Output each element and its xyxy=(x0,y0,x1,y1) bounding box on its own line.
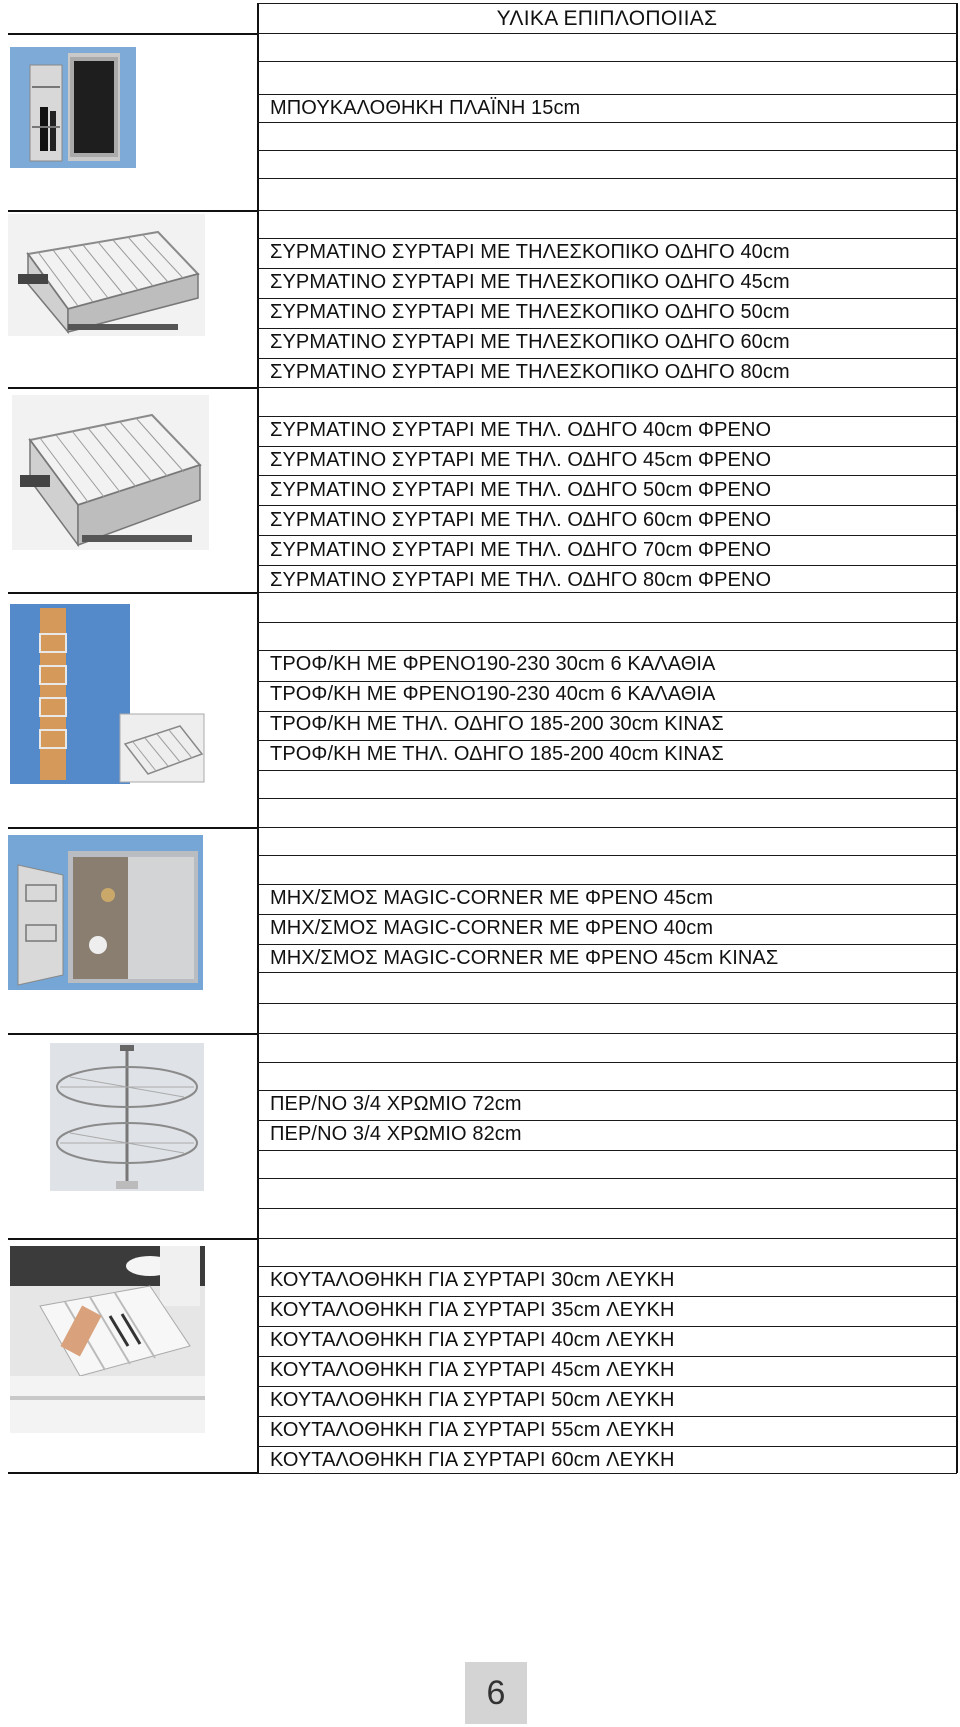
row-rule xyxy=(257,827,957,828)
product-item: ΣΥΡΜΑΤΙΝΟ ΣΥΡΤΑΡΙ ΜΕ ΤΗΛ. ΟΔΗΓΟ 40cm ΦΡΕΝΟ xyxy=(270,419,772,441)
row-rule xyxy=(257,1178,957,1179)
row-rule xyxy=(257,122,957,123)
product-item: ΣΥΡΜΑΤΙΝΟ ΣΥΡΤΑΡΙ ΜΕ ΤΗΛ. ΟΔΗΓΟ 45cm ΦΡΕΝΟ xyxy=(270,449,772,471)
row-rule xyxy=(257,855,957,856)
product-item: ΜΗΧ/ΣΜΟΣ MAGIC-CORNER ΜΕ ΦΡΕΝΟ 40cm xyxy=(270,917,714,939)
product-item: ΣΥΡΜΑΤΙΝΟ ΣΥΡΤΑΡΙ ΜΕ ΤΗΛΕΣΚΟΠΙΚΟ ΟΔΗΓΟ 50cm xyxy=(270,301,790,323)
section-divider xyxy=(8,387,258,389)
product-item: ΚΟΥΤΑΛΟΘΗΚΗ ΓΙΑ ΣΥΡΤΑΡΙ 45cm ΛΕΥΚΗ xyxy=(270,1359,675,1381)
product-item: ΣΥΡΜΑΤΙΝΟ ΣΥΡΤΑΡΙ ΜΕ ΤΗΛΕΣΚΟΠΙΚΟ ΟΔΗΓΟ 80cm xyxy=(270,361,790,383)
product-item: ΠΕΡ/ΝΟ 3/4 ΧΡΩΜΙΟ 72cm xyxy=(270,1093,522,1115)
product-item: ΣΥΡΜΑΤΙΝΟ ΣΥΡΤΑΡΙ ΜΕ ΤΗΛ. ΟΔΗΓΟ 60cm ΦΡΕΝΟ xyxy=(270,509,772,531)
product-item: ΣΥΡΜΑΤΙΝΟ ΣΥΡΤΑΡΙ ΜΕ ΤΗΛ. ΟΔΗΓΟ 80cm ΦΡΕΝΟ xyxy=(270,569,772,591)
row-rule xyxy=(257,178,957,179)
product-item: ΚΟΥΤΑΛΟΘΗΚΗ ΓΙΑ ΣΥΡΤΑΡΙ 60cm ΛΕΥΚΗ xyxy=(270,1449,675,1471)
row-rule xyxy=(257,1003,957,1004)
product-item: ΤΡΟΦ/ΚΗ ΜΕ ΤΗΛ. ΟΔΗΓΟ 185-200 30cm ΚΙΝΑΣ xyxy=(270,713,724,735)
wire-drawer-brake-photo xyxy=(12,395,209,550)
row-rule xyxy=(257,387,957,388)
table-border xyxy=(257,33,957,34)
product-item: ΜΗΧ/ΣΜΟΣ MAGIC-CORNER ΜΕ ΦΡΕΝΟ 45cm xyxy=(270,887,714,909)
product-item: ΣΥΡΜΑΤΙΝΟ ΣΥΡΤΑΡΙ ΜΕ ΤΗΛ. ΟΔΗΓΟ 50cm ΦΡΕΝΟ xyxy=(270,479,772,501)
section-divider xyxy=(8,1033,258,1035)
row-rule xyxy=(257,150,957,151)
section-divider xyxy=(8,33,258,35)
row-rule xyxy=(257,1208,957,1209)
product-item: ΣΥΡΜΑΤΙΝΟ ΣΥΡΤΑΡΙ ΜΕ ΤΗΛΕΣΚΟΠΙΚΟ ΟΔΗΓΟ 60cm xyxy=(270,331,790,353)
product-item: ΜΠΟΥΚΑΛΟΘΗΚΗ ΠΛΑΪΝΗ 15cm xyxy=(270,97,581,119)
section-divider xyxy=(8,592,258,594)
row-rule xyxy=(257,798,957,799)
product-item: ΤΡΟΦ/ΚΗ ΜΕ ΦΡΕΝΟ190-230 30cm 6 ΚΑΛΑΘΙΑ xyxy=(270,653,716,675)
product-item: ΜΗΧ/ΣΜΟΣ MAGIC-CORNER ΜΕ ΦΡΕΝΟ 45cm ΚΙΝΑΣ xyxy=(270,947,779,969)
row-rule xyxy=(257,1238,957,1239)
side-bottle-rack-photo xyxy=(10,47,136,168)
pantry-unit-photo xyxy=(10,604,205,784)
product-item: ΠΕΡ/ΝΟ 3/4 ΧΡΩΜΙΟ 82cm xyxy=(270,1123,522,1145)
section-divider xyxy=(8,210,258,212)
carousel-photo xyxy=(50,1043,204,1191)
row-rule xyxy=(257,210,957,211)
product-item: ΚΟΥΤΑΛΟΘΗΚΗ ΓΙΑ ΣΥΡΤΑΡΙ 40cm ΛΕΥΚΗ xyxy=(270,1329,675,1351)
magic-corner-photo xyxy=(8,835,203,990)
product-item: ΤΡΟΦ/ΚΗ ΜΕ ΤΗΛ. ΟΔΗΓΟ 185-200 40cm ΚΙΝΑΣ xyxy=(270,743,724,765)
page-title: ΥΛΙΚΑ ΕΠΙΠΛΟΠΟΙΙΑΣ xyxy=(496,7,718,30)
page-number: 6 xyxy=(465,1662,527,1724)
product-item: ΚΟΥΤΑΛΟΘΗΚΗ ΓΙΑ ΣΥΡΤΑΡΙ 35cm ΛΕΥΚΗ xyxy=(270,1299,675,1321)
row-rule xyxy=(257,622,957,623)
row-rule xyxy=(257,1150,957,1151)
row-rule xyxy=(257,770,957,771)
section-divider xyxy=(8,827,258,829)
product-item: ΚΟΥΤΑΛΟΘΗΚΗ ΓΙΑ ΣΥΡΤΑΡΙ 55cm ΛΕΥΚΗ xyxy=(270,1419,675,1441)
product-item: ΚΟΥΤΑΛΟΘΗΚΗ ΓΙΑ ΣΥΡΤΑΡΙ 30cm ΛΕΥΚΗ xyxy=(270,1269,675,1291)
product-item: ΣΥΡΜΑΤΙΝΟ ΣΥΡΤΑΡΙ ΜΕ ΤΗΛΕΣΚΟΠΙΚΟ ΟΔΗΓΟ 45cm xyxy=(270,271,790,293)
wire-drawer-photo xyxy=(8,214,205,336)
row-rule xyxy=(257,972,957,973)
row-rule xyxy=(257,61,957,62)
table-left-border xyxy=(257,3,259,1473)
section-divider xyxy=(8,1238,258,1240)
table-right-border xyxy=(956,3,958,1473)
section-divider xyxy=(8,1472,258,1474)
product-item: ΤΡΟΦ/ΚΗ ΜΕ ΦΡΕΝΟ190-230 40cm 6 ΚΑΛΑΘΙΑ xyxy=(270,683,716,705)
product-item: ΣΥΡΜΑΤΙΝΟ ΣΥΡΤΑΡΙ ΜΕ ΤΗΛΕΣΚΟΠΙΚΟ ΟΔΗΓΟ 40cm xyxy=(270,241,790,263)
row-rule xyxy=(257,1033,957,1034)
row-rule xyxy=(257,1062,957,1063)
cutlery-tray-photo xyxy=(10,1246,205,1433)
product-item: ΚΟΥΤΑΛΟΘΗΚΗ ΓΙΑ ΣΥΡΤΑΡΙ 50cm ΛΕΥΚΗ xyxy=(270,1389,675,1411)
product-item: ΣΥΡΜΑΤΙΝΟ ΣΥΡΤΑΡΙ ΜΕ ΤΗΛ. ΟΔΗΓΟ 70cm ΦΡΕΝΟ xyxy=(270,539,772,561)
